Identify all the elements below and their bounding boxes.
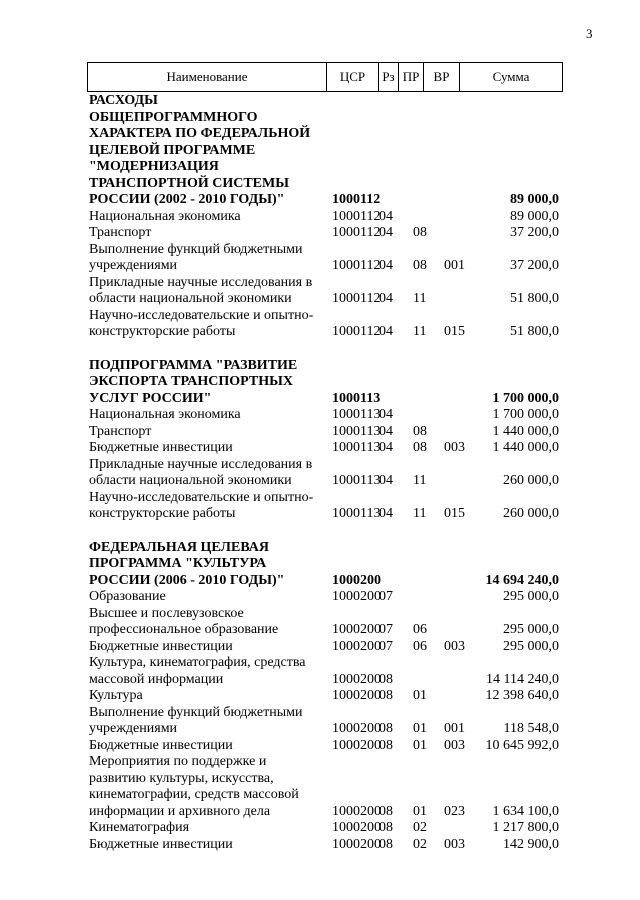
row-name: Национальная экономика: [89, 208, 241, 224]
header-vr: ВР: [424, 63, 460, 92]
row-rz: 04: [379, 407, 393, 422]
table-row: [89, 655, 559, 688]
row-vr: 003: [444, 737, 465, 753]
budget-table-body: [89, 93, 559, 853]
row-name: Бюджетные инвестиции: [89, 836, 233, 852]
row-csr: 1000113: [332, 407, 381, 422]
row-pr: 11: [413, 506, 427, 521]
row-rz: 04: [379, 324, 393, 339]
row-pr: 01: [413, 721, 427, 736]
table-row: [89, 209, 559, 226]
row-rz: 08: [379, 688, 393, 703]
row-rz: 08: [379, 803, 393, 819]
row-name: Транспорт: [89, 225, 152, 240]
row-rz: 04: [379, 225, 393, 240]
row-rz: 04: [379, 208, 393, 224]
row-sum: 295 000,0: [503, 638, 559, 654]
row-name: Выполнение функций бюджетными учреждениями: [89, 704, 303, 736]
table-row: [89, 308, 559, 341]
row-vr: 003: [444, 440, 465, 455]
row-csr: 1000112: [332, 258, 381, 273]
row-rz: 07: [379, 622, 393, 637]
row-name: Бюджетные инвестиции: [89, 440, 233, 455]
row-pr: 01: [413, 688, 427, 703]
row-csr: 1000200: [332, 572, 381, 588]
row-sum: 14 114 240,0: [486, 671, 559, 687]
row-name: Прикладные научные исследования в области национальной экономики: [89, 456, 313, 488]
row-pr: 11: [413, 324, 427, 339]
row-name: Бюджетные инвестиции: [89, 737, 233, 753]
table-row: [89, 407, 559, 424]
row-csr: 1000200: [332, 688, 381, 703]
row-rz: 04: [379, 258, 393, 273]
row-pr: 08: [413, 423, 427, 439]
row-sum: 14 694 240,0: [485, 572, 559, 588]
header-pr: ПР: [399, 63, 424, 92]
row-sum: 1 217 800,0: [492, 820, 559, 835]
row-pr: 06: [413, 638, 427, 654]
row-name: Научно-исследовательские и опытно-конструкторские работы: [89, 489, 314, 521]
table-row: [89, 242, 559, 275]
page-number: 3: [586, 26, 593, 41]
row-pr: 02: [413, 836, 427, 852]
row-rz: 08: [379, 671, 393, 687]
section-row: [89, 93, 559, 209]
row-csr: 1000113: [332, 390, 381, 406]
table-row: [89, 705, 559, 738]
row-csr: 1000200: [332, 638, 381, 654]
row-rz: 04: [379, 506, 393, 521]
row-name: Культура: [89, 688, 143, 703]
row-vr: 015: [444, 506, 465, 521]
row-rz: 08: [379, 820, 393, 835]
row-rz: 08: [379, 836, 393, 852]
row-name: Образование: [89, 589, 166, 604]
row-vr: 001: [444, 721, 465, 736]
row-rz: 04: [379, 473, 393, 488]
table-row: [89, 688, 559, 705]
row-sum: 118 548,0: [503, 721, 559, 736]
row-pr: 06: [413, 622, 427, 637]
row-sum: 1 634 100,0: [492, 803, 559, 819]
table-row: [89, 639, 559, 656]
row-rz: 07: [379, 589, 393, 604]
row-csr: 1000112: [332, 208, 381, 224]
row-csr: 1000113: [332, 506, 381, 521]
row-sum: 1 700 000,0: [492, 407, 559, 422]
row-name: Прикладные научные исследования в области национальной экономики: [89, 274, 313, 306]
row-name: Бюджетные инвестиции: [89, 638, 233, 654]
row-name: Кинематография: [89, 820, 190, 835]
row-vr: 023: [444, 803, 465, 819]
row-pr: 01: [413, 737, 427, 753]
header-csr: ЦСР: [327, 63, 379, 92]
header-sum: Сумма: [460, 63, 563, 92]
section-row: [89, 540, 559, 590]
row-rz: 04: [379, 440, 393, 455]
row-sum: 89 000,0: [510, 192, 559, 207]
row-name: Высшее и послевузовское профессиональное образование: [89, 605, 279, 637]
row-vr: 003: [444, 836, 465, 852]
row-name: Выполнение функций бюджетными учреждениями: [89, 241, 303, 273]
row-name: Научно-исследовательские и опытно-конструкторские работы: [89, 307, 314, 339]
row-name: ФЕДЕРАЛЬНАЯ ЦЕЛЕВАЯ ПРОГРАММА "КУЛЬТУРА РОССИИ (2006 - 2010 ГОДЫ)": [89, 539, 285, 588]
table-row: [89, 457, 559, 490]
row-pr: 08: [413, 440, 427, 455]
row-vr: 003: [444, 638, 465, 654]
row-rz: 07: [379, 638, 393, 654]
row-csr: 1000112: [332, 291, 381, 306]
row-pr: 08: [413, 258, 427, 273]
table-row: [89, 225, 559, 242]
row-vr: 001: [444, 258, 465, 273]
row-csr: 1000200: [332, 803, 381, 819]
row-csr: 1000200: [332, 721, 381, 736]
header-rz: Рз: [379, 63, 399, 92]
row-rz: 04: [379, 291, 393, 306]
section-row: [89, 358, 559, 408]
row-rz: 04: [379, 423, 393, 439]
row-csr: 1000112: [332, 324, 381, 339]
row-sum: 295 000,0: [503, 589, 559, 604]
table-row: [89, 490, 559, 523]
row-sum: 142 900,0: [503, 836, 559, 852]
table-row: [89, 440, 559, 457]
row-sum: 295 000,0: [503, 622, 559, 637]
row-name: ПОДПРОГРАММА "РАЗВИТИЕ ЭКСПОРТА ТРАНСПОРТНЫХ УСЛУГ РОССИИ": [89, 357, 298, 406]
table-row: [89, 820, 559, 837]
row-csr: 1000200: [332, 836, 381, 852]
table-row: [89, 606, 559, 639]
row-csr: 1000112: [332, 225, 381, 240]
row-sum: 10 645 992,0: [485, 737, 559, 753]
row-name: Транспорт: [89, 423, 152, 439]
row-sum: 12 398 640,0: [485, 688, 559, 703]
row-sum: 260 000,0: [503, 506, 559, 521]
row-csr: 1000112: [332, 192, 381, 207]
row-pr: 11: [413, 473, 427, 488]
row-rz: 08: [379, 721, 393, 736]
row-csr: 1000200: [332, 589, 381, 604]
table-header: [87, 62, 563, 92]
row-sum: 51 800,0: [510, 291, 559, 306]
row-name: Национальная экономика: [89, 407, 241, 422]
row-pr: 01: [413, 803, 427, 819]
row-csr: 1000200: [332, 622, 381, 637]
row-csr: 1000200: [332, 671, 381, 687]
table-row: [89, 275, 559, 308]
row-name: Мероприятия по поддержке и развитию культуры, искусства, кинематографии, средств массовой информации и архивного дела: [89, 754, 299, 819]
row-sum: 1 440 000,0: [492, 440, 559, 455]
row-sum: 1 700 000,0: [492, 390, 559, 406]
table-row: [89, 424, 559, 441]
row-vr: 015: [444, 324, 465, 339]
row-pr: 11: [413, 291, 427, 306]
row-pr: 08: [413, 225, 427, 240]
row-rz: 08: [379, 737, 393, 753]
row-csr: 1000200: [332, 737, 381, 753]
row-csr: 1000200: [332, 820, 381, 835]
row-sum: 37 200,0: [510, 225, 559, 240]
row-sum: 260 000,0: [503, 473, 559, 488]
table-row: [89, 754, 559, 820]
row-sum: 51 800,0: [510, 324, 559, 339]
row-csr: 1000113: [332, 423, 381, 439]
table-row: [89, 738, 559, 755]
row-sum: 37 200,0: [510, 258, 559, 273]
row-csr: 1000113: [332, 473, 381, 488]
header-name: Наименование: [88, 63, 327, 92]
row-csr: 1000113: [332, 440, 381, 455]
row-pr: 02: [413, 820, 427, 835]
row-name: Культура, кинематография, средства массовой информации: [89, 655, 306, 687]
row-name: РАСХОДЫ ОБЩЕПРОГРАММНОГО ХАРАКТЕРА ПО ФЕДЕРАЛЬНОЙ ЦЕЛЕВОЙ ПРОГРАММЕ "МОДЕРНИЗАЦИЯ ТРАНСПОРТНОЙ СИСТЕМЫ РОССИИ (2002 - 2010 ГОДЫ)": [89, 93, 311, 207]
table-row: [89, 837, 559, 854]
row-sum: 89 000,0: [510, 208, 559, 224]
table-row: [89, 589, 559, 606]
row-sum: 1 440 000,0: [492, 423, 559, 439]
